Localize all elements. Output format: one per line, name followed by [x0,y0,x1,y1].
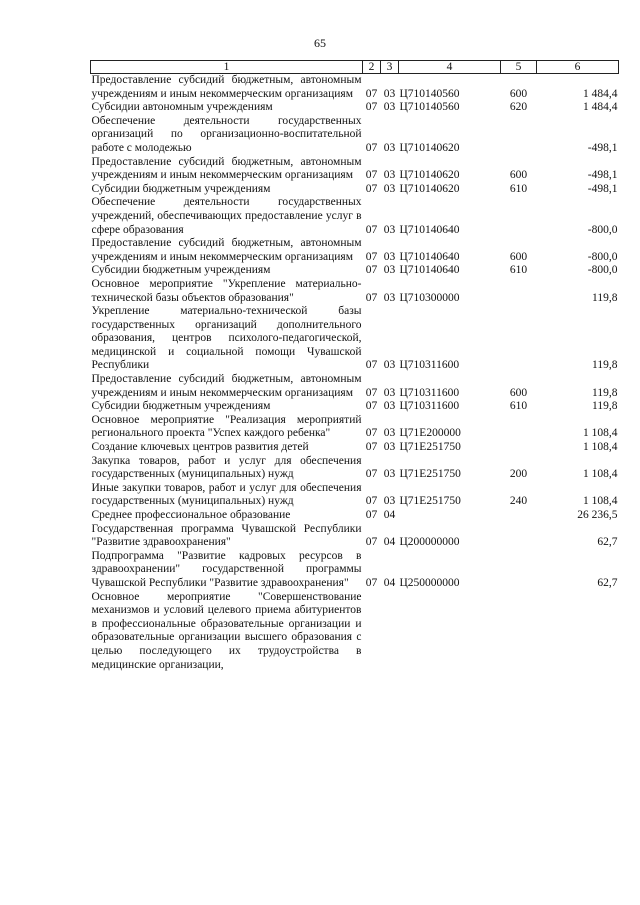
item-name: Среднее профессиональное образование [91,509,291,521]
table-row [91,101,619,115]
expense-type-code: 600 [509,386,528,399]
target-article-code: Ц710140620 [399,141,460,154]
section-code: 07 [365,576,378,589]
amount: 1 484,4 [583,101,618,114]
table-row [91,400,619,414]
item-name: Субсидии бюджетным учреждениям [91,182,271,195]
table-row [91,414,619,441]
amount: -800,0 [587,223,618,236]
table-row [91,237,619,264]
target-article-code: Ц710300000 [399,291,460,304]
item-name: Подпрограмма "Развитие кадровых ресурсов в здравоохранении" государственной программы Чувашской Республики "Развитие здравоохранения" [91,549,362,589]
target-article-code: Ц710311600 [399,400,460,413]
target-article-code: Ц71Е251750 [399,468,461,481]
expense-type-code [501,414,537,441]
expense-type-code: 610 [509,182,528,195]
item-name: Обеспечение деятельности государственных организаций по организационно-воспитательной работе с молодежью [91,114,362,154]
target-article-code: Ц200000000 [399,536,460,549]
expense-type-code: 600 [509,169,528,182]
target-article-code: Ц710140560 [399,87,460,100]
item-name: Закупка товаров, работ и услуг для обеспечения государственных (муниципальных) нужд [91,454,362,481]
target-article-code: Ц710140640 [399,250,460,263]
subsection-code: 03 [383,291,396,304]
expense-type-code [501,441,537,455]
table-row [91,264,619,278]
item-name: Субсидии бюджетным учреждениям [91,400,271,413]
page-number: 65 [314,36,326,50]
subsection-code: 03 [383,141,396,154]
budget-table [90,60,619,672]
subsection-code: 04 [383,536,396,549]
table-row [91,591,619,673]
table-row [91,550,619,591]
column-header-4: 4 [399,61,501,74]
item-name: Предоставление субсидий бюджетным, автономным учреждениям и иным некоммерческим организациям [91,373,362,399]
amount: 26 236,5 [577,509,618,521]
section-code: 07 [365,182,378,195]
section-code: 07 [365,359,378,372]
table-row [91,482,619,509]
expense-type-code: 610 [509,264,528,277]
target-article-code: Ц71Е251750 [399,441,461,454]
section-code: 07 [365,495,378,508]
expense-type-code: 600 [509,250,528,263]
item-name: Иные закупки товаров, работ и услуг для обеспечения государственных (муниципальных) нужд [91,481,362,508]
item-name: Основное мероприятие "Реализация мероприятий регионального проекта "Успех каждого ребенка" [91,413,362,440]
section-code: 07 [365,250,378,263]
item-name: Обеспечение деятельности государственных учреждений, обеспечивающих предоставление услуг в сфере образования [91,196,362,236]
subsection-code: 03 [383,169,396,182]
target-article-code: Ц710140620 [399,169,460,182]
item-name: Основное мероприятие "Укрепление материально-технической базы объектов образования" [91,277,362,304]
section-code: 07 [365,536,378,549]
target-article-code [399,509,501,523]
table-row [91,455,619,482]
item-name: Основное мероприятие "Совершенствование механизмов и условий целевого приема абитуриентов в профессиональные образовательные организации и образовательные организации высшего образования с целью последующего их трудоустройства в медицинские организации, [91,590,362,671]
column-header-5: 5 [501,61,537,74]
expense-type-code [501,115,537,156]
expense-type-code: 200 [509,468,528,481]
subsection-code: 03 [383,441,396,454]
section-code: 07 [365,101,378,114]
item-name: Укрепление материально-технической базы государственных организаций дополнительного образования, центров психолого-педагогической, медицинской и социальной помощи Чувашской Республики [91,305,362,372]
amount: -800,0 [587,250,618,263]
subsection-code: 03 [383,87,396,100]
target-article-code: Ц710140560 [399,101,460,114]
amount: 62,7 [597,536,618,549]
expense-type-code: 240 [509,495,528,508]
subsection-code: 03 [383,468,396,481]
subsection-code: 03 [383,223,396,236]
column-number-header [91,61,619,74]
amount: -800,0 [587,264,618,277]
table-row [91,115,619,156]
column-header-2: 2 [363,61,381,74]
section-code: 07 [365,386,378,399]
column-header-6: 6 [537,61,619,74]
item-name: Предоставление субсидий бюджетным, автономным учреждениям и иным некоммерческим организациям [91,237,362,263]
amount: 1 108,4 [583,427,618,440]
subsection-code: 04 [383,509,396,521]
section-code [363,591,381,673]
subsection-code [381,591,399,673]
subsection-code: 03 [383,250,396,263]
target-article-code: Ц71Е200000 [399,427,461,440]
target-article-code: Ц71Е251750 [399,495,461,508]
section-code: 07 [365,291,378,304]
expense-type-code [501,591,537,673]
expense-type-code [501,523,537,550]
table-row [91,523,619,550]
amount: 1 108,4 [583,441,618,454]
item-name: Предоставление субсидий бюджетным, автономным учреждениям и иным некоммерческим организациям [91,74,362,100]
target-article-code [399,591,501,673]
subsection-code: 03 [383,264,396,277]
table-row [91,196,619,237]
amount: -498,1 [587,169,618,182]
table-row [91,509,619,523]
target-article-code: Ц250000000 [399,576,460,589]
subsection-code: 03 [383,400,396,413]
amount: -498,1 [587,182,618,195]
target-article-code: Ц710311600 [399,386,460,399]
expense-type-code [501,278,537,305]
table-row [91,373,619,400]
column-header-3: 3 [381,61,399,74]
amount: 1 108,4 [583,495,618,508]
section-code: 07 [365,87,378,100]
section-code: 07 [365,509,378,521]
section-code: 07 [365,468,378,481]
section-code: 07 [365,141,378,154]
section-code: 07 [365,400,378,413]
subsection-code: 03 [383,182,396,195]
expense-type-code [501,305,537,373]
amount: 1 484,4 [583,87,618,100]
subsection-code: 04 [383,576,396,589]
section-code: 07 [365,427,378,440]
subsection-code: 03 [383,427,396,440]
section-code: 07 [365,441,378,454]
expense-type-code: 600 [509,87,528,100]
table-row [91,441,619,455]
amount: 119,8 [592,400,618,413]
expense-type-code: 620 [509,101,528,114]
expense-type-code [501,509,537,523]
item-name: Субсидии автономным учреждениям [91,101,273,114]
section-code: 07 [365,169,378,182]
section-code: 07 [365,223,378,236]
amount: 119,8 [592,359,618,372]
subsection-code: 03 [383,495,396,508]
table-row [91,278,619,305]
subsection-code: 03 [383,359,396,372]
table-row [91,74,619,102]
amount: 119,8 [592,291,618,304]
subsection-code: 03 [383,101,396,114]
table-row [91,156,619,183]
expense-type-code: 610 [509,400,528,413]
expense-type-code [501,196,537,237]
table-row [91,183,619,197]
item-name: Субсидии бюджетным учреждениям [91,264,271,277]
target-article-code: Ц710140620 [399,182,460,195]
table-row [91,305,619,373]
target-article-code: Ц710140640 [399,264,460,277]
section-code: 07 [365,264,378,277]
column-header-1: 1 [91,61,363,74]
amount: 1 108,4 [583,468,618,481]
amount [537,591,619,673]
target-article-code: Ц710311600 [399,359,460,372]
target-article-code: Ц710140640 [399,223,460,236]
subsection-code: 03 [383,386,396,399]
amount: -498,1 [587,141,618,154]
item-name: Предоставление субсидий бюджетным, автономным учреждениям и иным некоммерческим организациям [91,155,362,182]
expense-type-code [501,550,537,591]
amount: 62,7 [597,576,618,589]
item-name: Создание ключевых центров развития детей [91,441,309,454]
amount: 119,8 [592,386,618,399]
item-name: Государственная программа Чувашской Республики "Развитие здравоохранения" [91,522,362,549]
table-body [91,74,619,673]
